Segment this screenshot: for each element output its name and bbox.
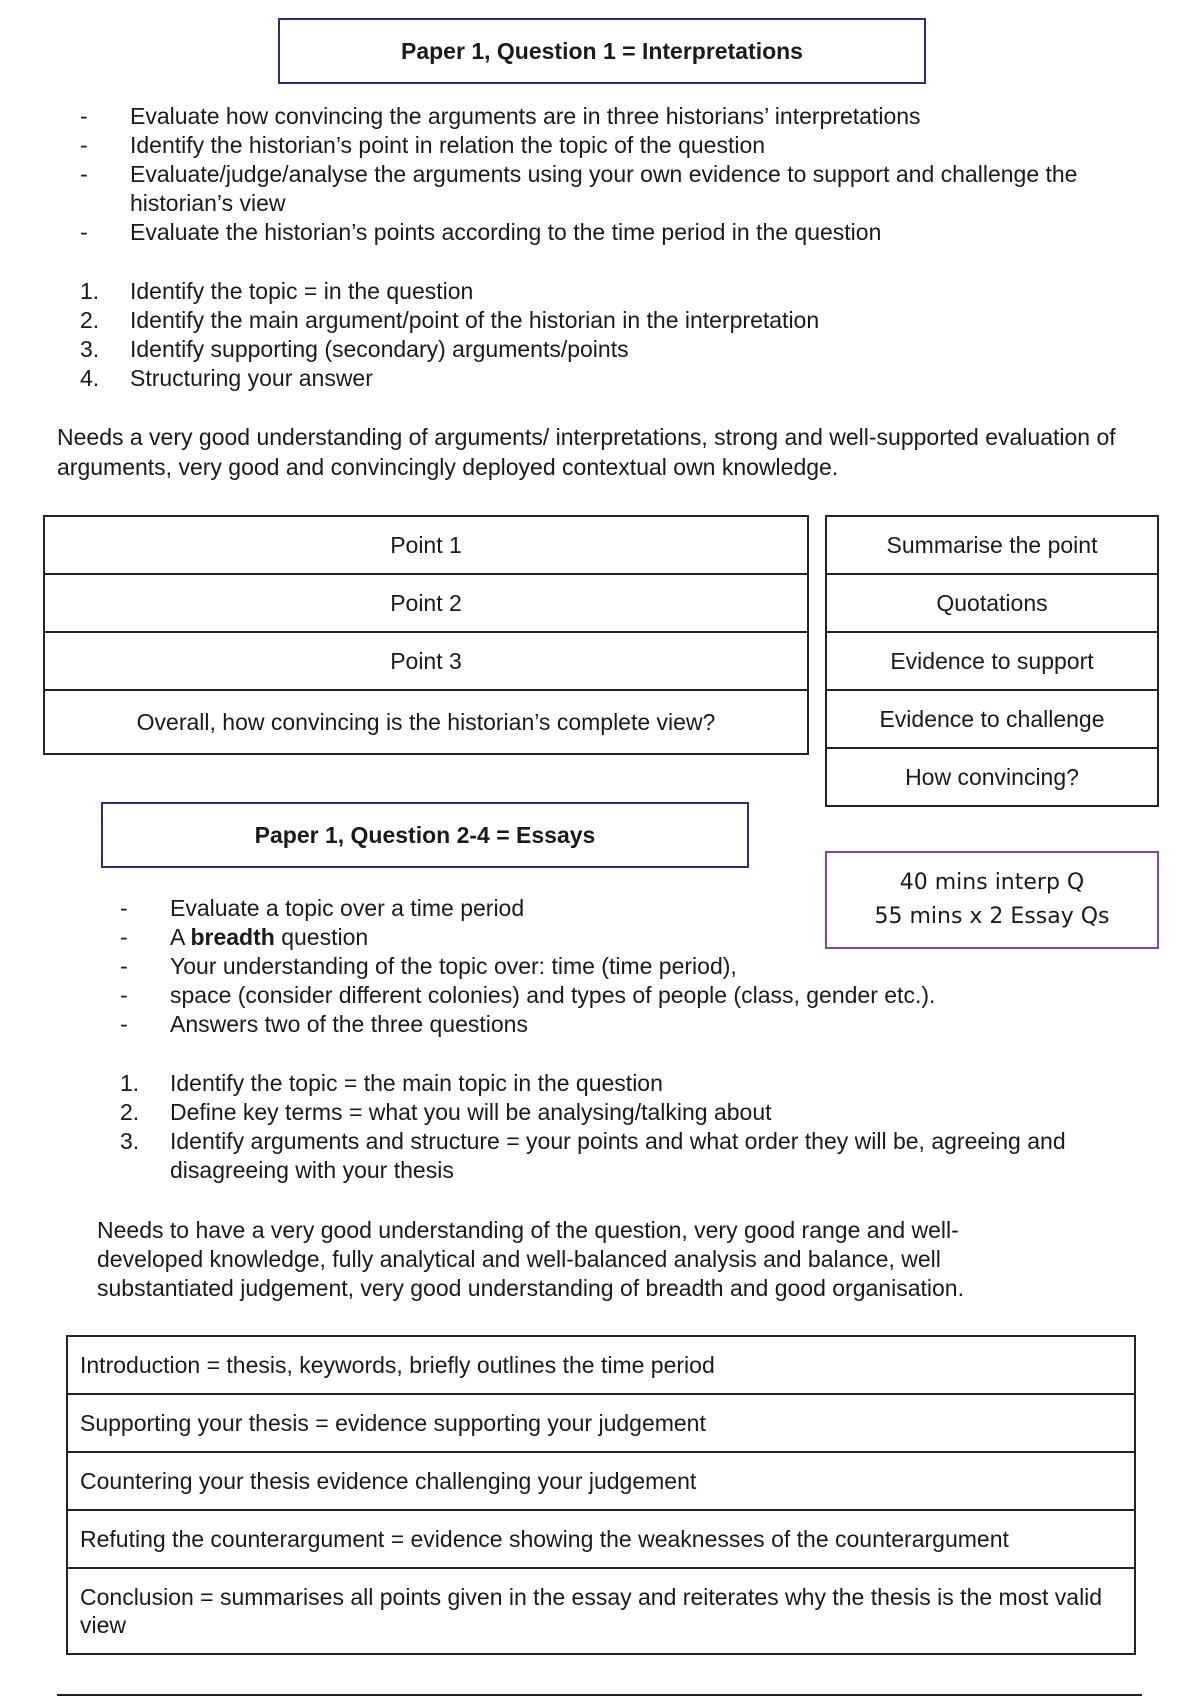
- essays-steps-list: [120, 1069, 1080, 1185]
- table-cell: Point 2: [44, 574, 808, 632]
- table-cell: Point 3: [44, 632, 808, 690]
- essays-bullet-list: [120, 894, 1020, 1039]
- table-cell: Summarise the point: [826, 516, 1158, 574]
- list-item: - Evaluate how convincing the arguments are in three historians’ interpretations: [80, 103, 921, 129]
- table-cell: Conclusion = summarises all points given in the essay and reiterates why the thesis is the most valid view: [67, 1568, 1135, 1654]
- list-item: 4. Structuring your answer: [80, 365, 373, 391]
- bottom-divider: [57, 1694, 1142, 1696]
- interpretations-steps-list: [80, 277, 1140, 393]
- table-cell: Evidence to support: [826, 632, 1158, 690]
- interpretations-bullet-list: [80, 102, 1140, 247]
- list-item: 2. Define key terms = what you will be analysing/talking about: [120, 1099, 772, 1125]
- table-cell: Countering your thesis evidence challenging your judgement: [67, 1452, 1135, 1510]
- table-cell: Supporting your thesis = evidence supporting your judgement: [67, 1394, 1135, 1452]
- list-item: 1. Identify the topic = the main topic in the question: [120, 1070, 663, 1096]
- timing-line: 55 mins x 2 Essay Qs: [874, 904, 1110, 929]
- table-cell: Quotations: [826, 574, 1158, 632]
- points-table: [43, 515, 809, 755]
- list-item: 2. Identify the main argument/point of the historian in the interpretation: [80, 307, 820, 333]
- table-cell: Introduction = thesis, keywords, briefly outlines the time period: [67, 1336, 1135, 1394]
- point-steps-table: [825, 515, 1159, 807]
- essays-requirements: Needs to have a very good understanding of the question, very good range and well-developed knowledge, fully analytical and well-balanced analysis and balance, well substantiated judgement, very good understanding of breadth and good organisation.: [97, 1217, 964, 1301]
- list-item: - Evaluate the historian’s points according to the time period in the question: [80, 219, 882, 245]
- list-item: 3. Identify supporting (secondary) arguments/points: [80, 336, 629, 362]
- list-item: 3. Identify arguments and structure = your points and what order they will be, agreeing and disagreeing with your thesis: [120, 1128, 1066, 1183]
- table-cell: Refuting the counterargument = evidence showing the weaknesses of the counterargument: [67, 1510, 1135, 1568]
- list-item: - Your understanding of the topic over: time (time period),: [120, 953, 737, 979]
- interpretations-requirements: Needs a very good understanding of arguments/ interpretations, strong and well-supported evaluation of arguments, very good and convincingly deployed contextual own knowledge.: [57, 424, 1116, 480]
- list-item: - Identify the historian’s point in relation the topic of the question: [80, 132, 766, 158]
- list-item: - Answers two of the three questions: [120, 1011, 528, 1037]
- table-cell: Point 1: [44, 516, 808, 574]
- list-item: - space (consider different colonies) and types of people (class, gender etc.).: [120, 982, 936, 1008]
- list-item: - A breadth question: [120, 924, 369, 950]
- list-item: 1. Identify the topic = in the question: [80, 278, 474, 304]
- table-cell: Evidence to challenge: [826, 690, 1158, 748]
- table-cell: How convincing?: [826, 748, 1158, 806]
- interpretations-heading: Paper 1, Question 1 = Interpretations: [278, 18, 926, 84]
- timing-line: 40 mins interp Q: [899, 870, 1085, 895]
- list-item: - Evaluate a topic over a time period: [120, 895, 525, 921]
- list-item: - Evaluate/judge/analyse the arguments using your own evidence to support and challenge the historian’s view: [80, 161, 1078, 216]
- table-cell: Overall, how convincing is the historian’s complete view?: [44, 690, 808, 754]
- essay-structure-table: [66, 1335, 1136, 1655]
- essays-heading: Paper 1, Question 2-4 = Essays: [101, 802, 749, 868]
